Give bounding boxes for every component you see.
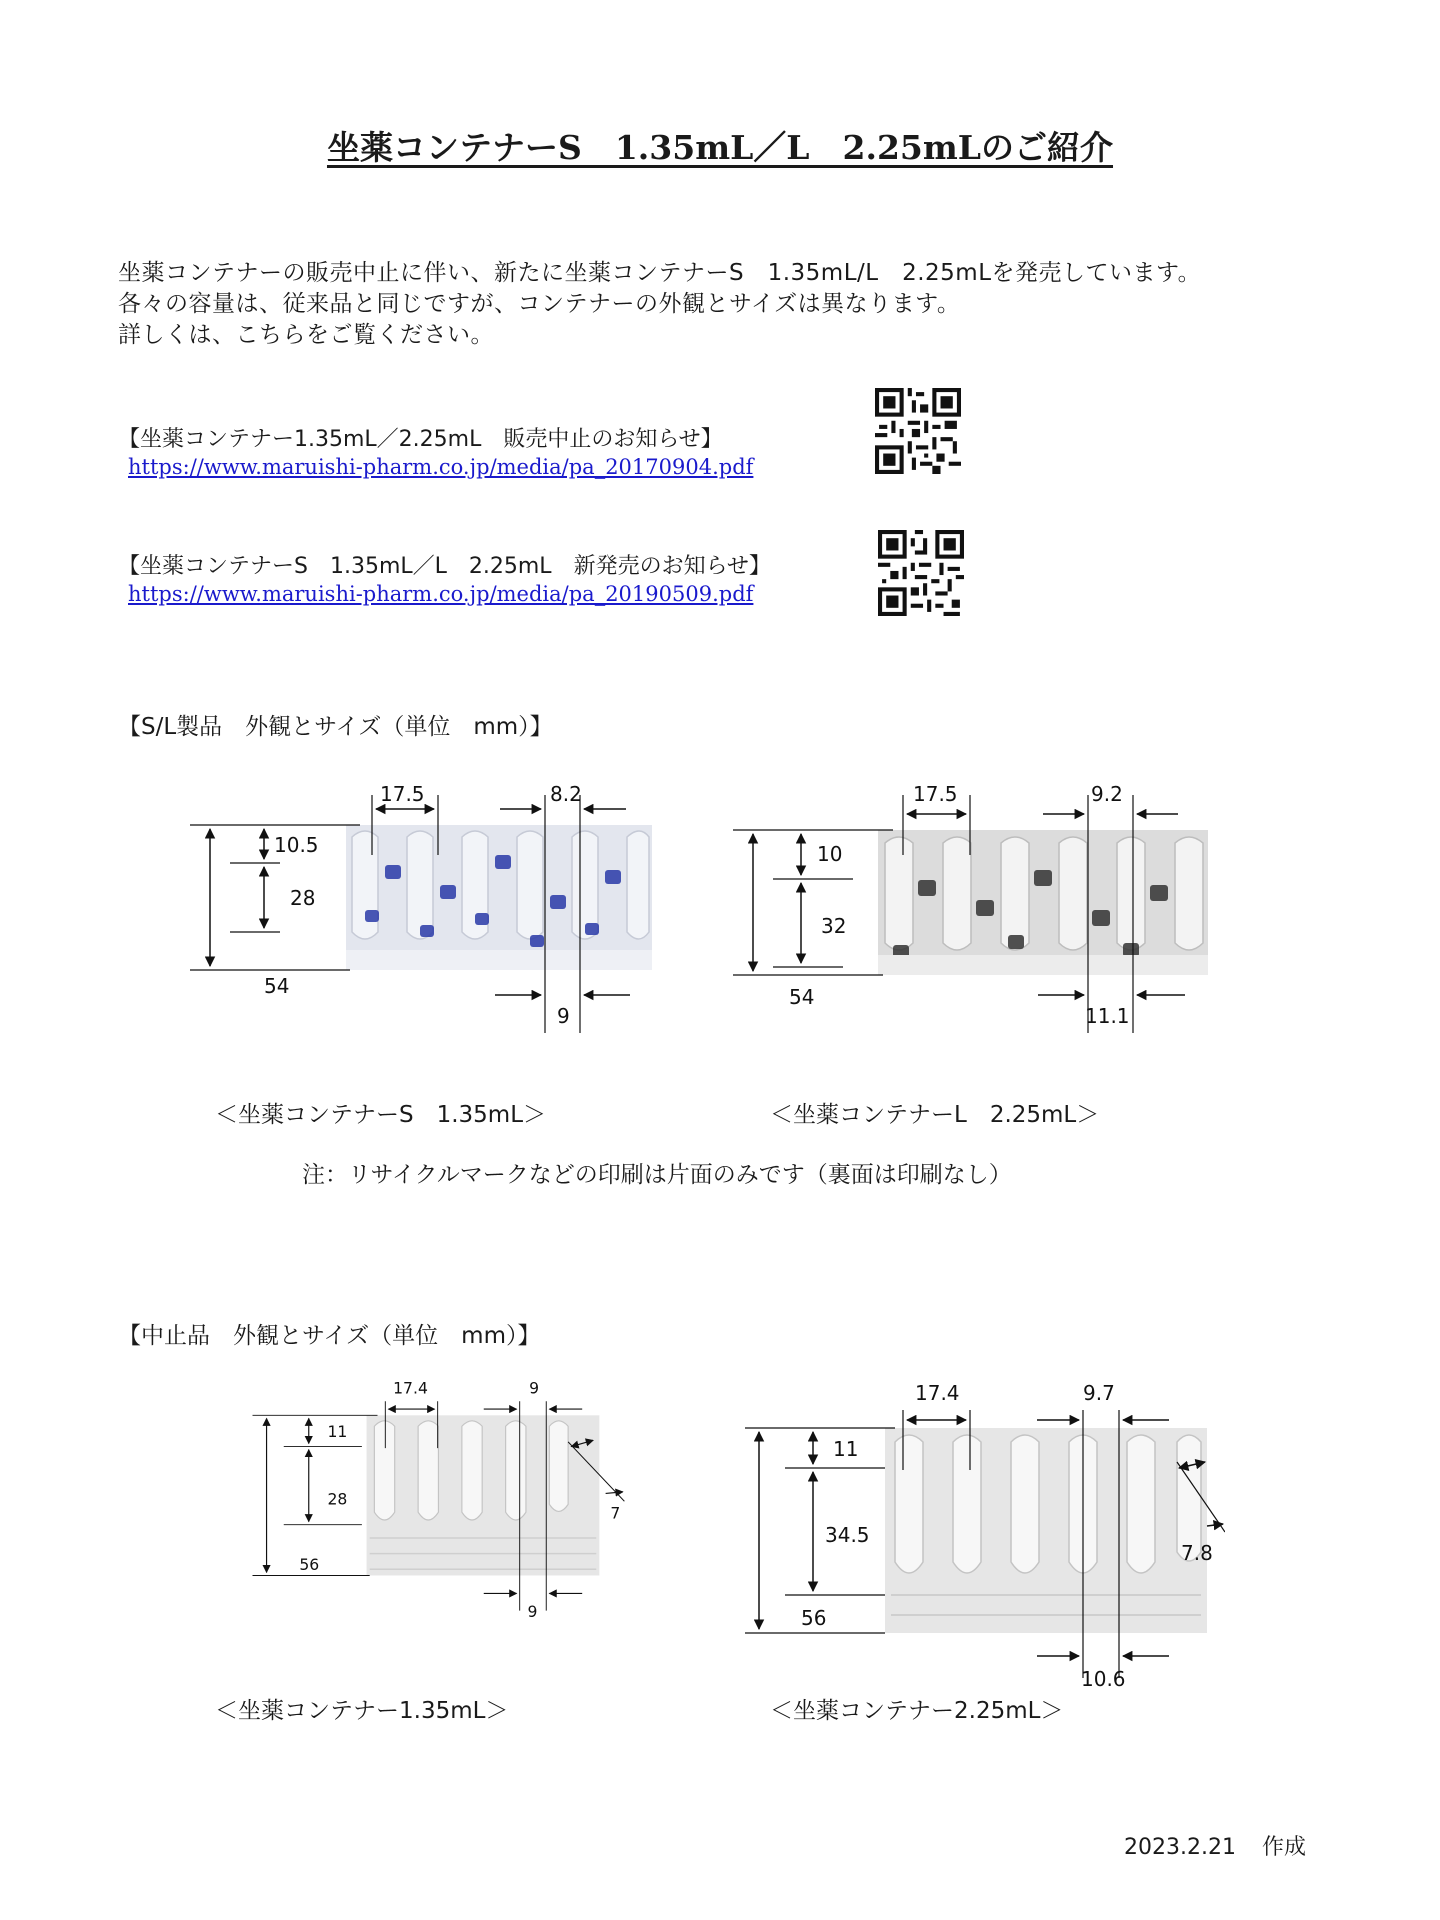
intro-line-2: 各々の容量は、従来品と同じですが、コンテナーの外観とサイズは異なります。 (118, 291, 961, 317)
dim-tip: 10 (817, 842, 843, 866)
dim-pitch: 17.4 (393, 1379, 428, 1398)
footer-date (1124, 1830, 1306, 1861)
dim-tip: 11 (327, 1423, 348, 1442)
notice-title-new-release: 【坐薬コンテナーS 1.35mL／L 2.25mL 新発売のお知らせ】 (118, 554, 771, 579)
dim-total: 56 (801, 1606, 827, 1630)
caption-container-old-225: ＜坐薬コンテナー2.25mL＞ (770, 1698, 1064, 1724)
dim-bottom-width: 9 (557, 1004, 570, 1028)
dim-body: 34.5 (825, 1523, 870, 1547)
dim-tip: 10.5 (274, 833, 319, 857)
dim-body: 28 (327, 1490, 348, 1509)
dim-total: 56 (299, 1556, 320, 1574)
qr-code-icon (878, 530, 964, 616)
qr-code-icon (875, 388, 961, 474)
creation-date: 2023.2.21 (1124, 1835, 1236, 1860)
section-heading-discontinued: 【中止品 外観とサイズ（単位 mm）】 (118, 1323, 541, 1349)
dim-total: 54 (264, 974, 290, 998)
dim-top-width: 8.2 (550, 785, 582, 806)
intro-line-1: 坐薬コンテナーの販売中止に伴い、新たに坐薬コンテナーS 1.35mL/L 2.25mLを発売しています。 (118, 260, 1202, 286)
intro-text (118, 258, 1201, 351)
dim-body: 32 (821, 914, 847, 938)
container-figure-old-225 (745, 1370, 1225, 1690)
dim-pitch: 17.4 (915, 1381, 960, 1405)
dim-top-width: 9.2 (1091, 785, 1123, 806)
dim-body: 28 (290, 886, 316, 910)
container-figure-s (190, 785, 670, 1035)
dim-diag: 7.8 (1181, 1541, 1213, 1565)
dim-bottom-width: 10.6 (1081, 1667, 1126, 1690)
dim-pitch: 17.5 (913, 785, 958, 806)
dim-top-width: 9 (529, 1379, 539, 1398)
printing-note: 注：リサイクルマークなどの印刷は片面のみです（裏面は印刷なし） (302, 1162, 1012, 1188)
dim-tip: 11 (833, 1437, 859, 1461)
dim-bottom-width: 9 (527, 1602, 538, 1620)
section-heading-new-products: 【S/L製品 外観とサイズ（単位 mm）】 (118, 714, 553, 740)
notice-link-discontinuation[interactable]: https://www.maruishi-pharm.co.jp/media/pa_20170904.pdf (128, 455, 754, 479)
dim-pitch: 17.5 (380, 785, 425, 806)
caption-container-old-135: ＜坐薬コンテナー1.35mL＞ (215, 1698, 509, 1724)
caption-container-l: ＜坐薬コンテナーL 2.25mL＞ (770, 1102, 1100, 1128)
dim-total: 54 (789, 985, 815, 1009)
notice-link-new-release[interactable]: https://www.maruishi-pharm.co.jp/media/pa_20190509.pdf (128, 582, 754, 606)
dim-diag: 7 (610, 1504, 621, 1523)
caption-container-s: ＜坐薬コンテナーS 1.35mL＞ (215, 1102, 547, 1128)
page-title: 坐薬コンテナーS 1.35mL／L 2.25mLのご紹介 (326, 128, 1114, 167)
container-figure-old-135 (200, 1370, 680, 1620)
dim-bottom-width: 11.1 (1085, 1004, 1130, 1028)
intro-line-3: 詳しくは、こちらをご覧ください。 (118, 322, 494, 348)
container-figure-l (733, 785, 1213, 1035)
dim-top-width: 9.7 (1083, 1381, 1115, 1405)
notice-title-discontinuation: 【坐薬コンテナー1.35mL／2.25mL 販売中止のお知らせ】 (118, 427, 723, 452)
creation-suffix: 作成 (1261, 1835, 1306, 1860)
